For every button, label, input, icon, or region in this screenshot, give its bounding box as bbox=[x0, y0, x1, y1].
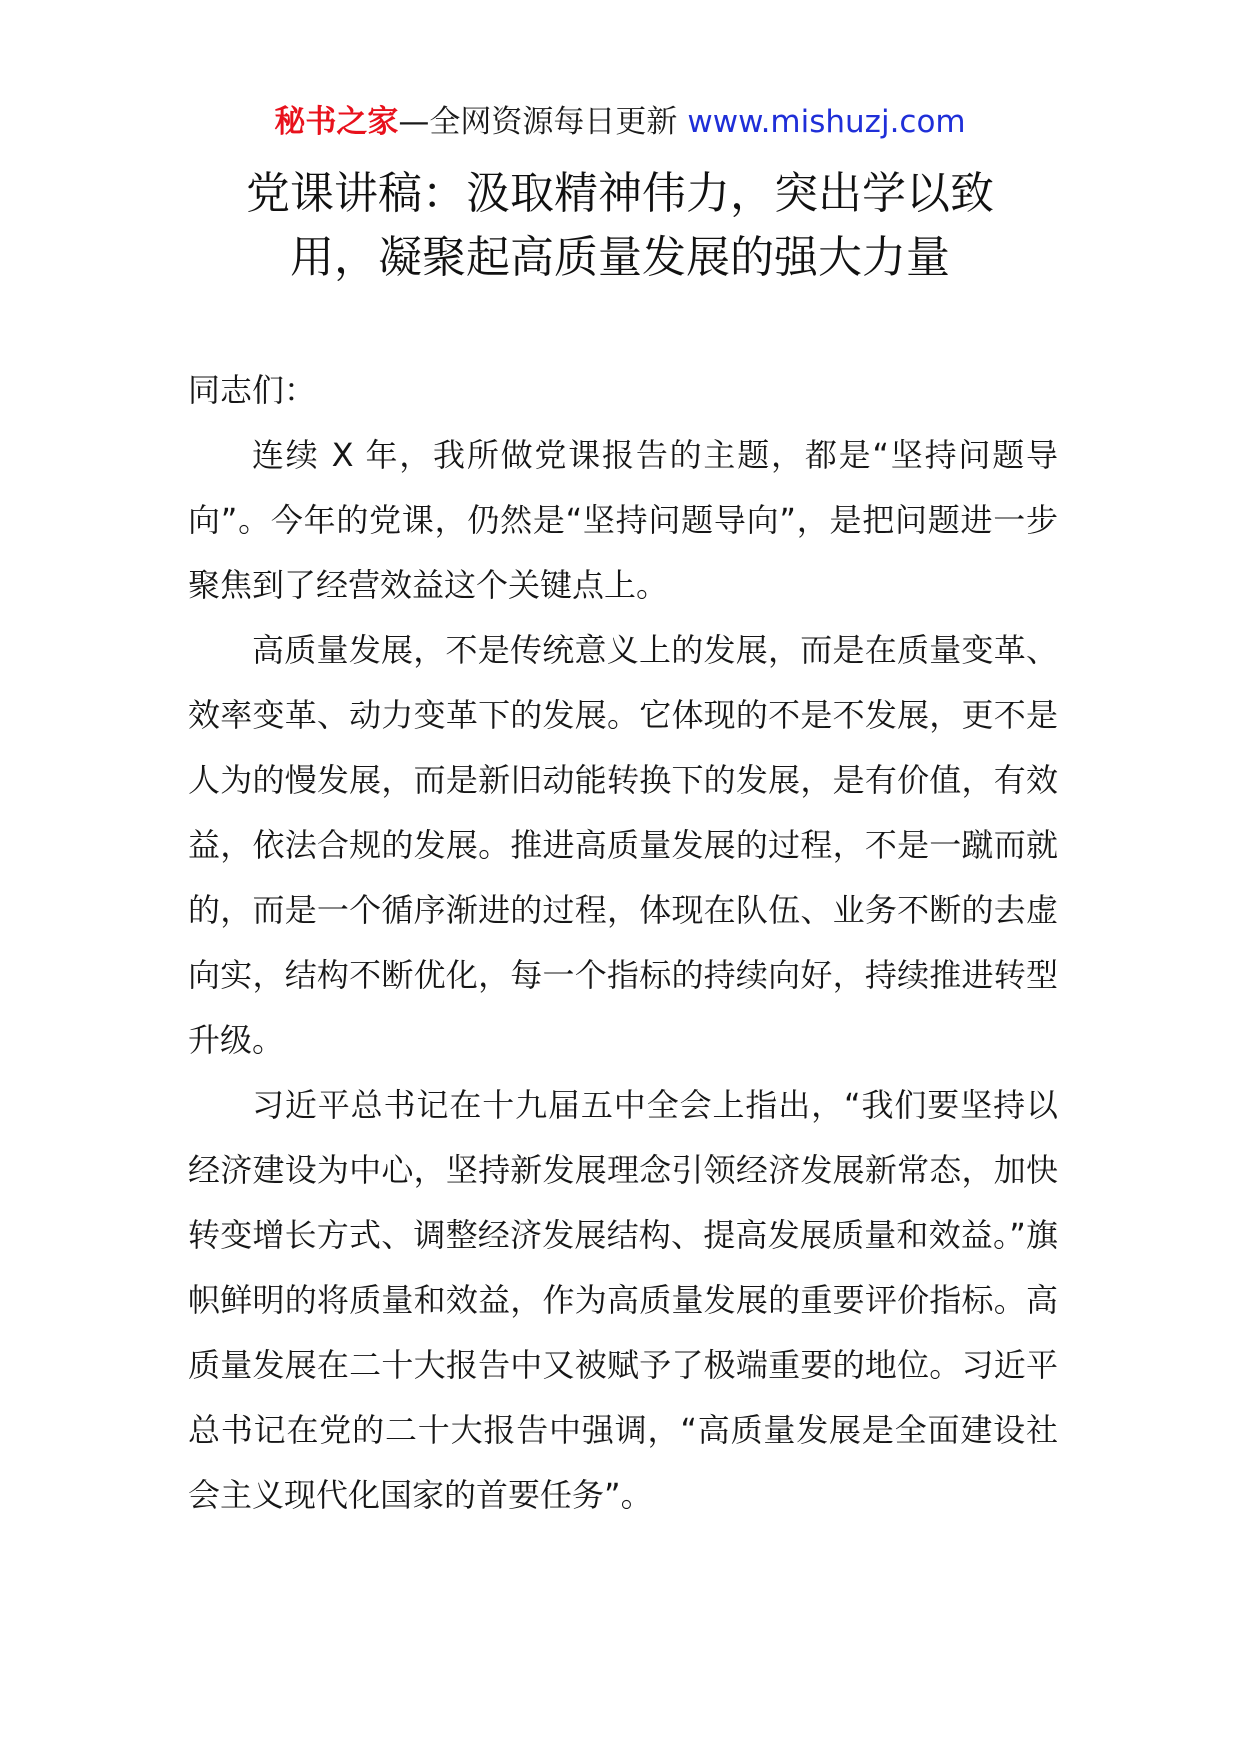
title-line-1: 党课讲稿：汲取精神伟力，突出学以致 bbox=[246, 168, 994, 219]
salutation: 同志们： bbox=[188, 371, 317, 409]
document-title bbox=[200, 162, 1040, 290]
title-line-2: 用，凝聚起高质量发展的强大力量 bbox=[290, 232, 950, 283]
site-header bbox=[0, 100, 1240, 144]
body-paragraph-2: 高质量发展，不是传统意义上的发展，而是在质量变革、效率变革、动力变革下的发展。它体现的不是不发展，更不是人为的慢发展，而是新旧动能转换下的发展，是有价值，有效益，依法合规的发展。推进高质量发展的过程，不是一蹴而就的，而是一个循序渐进的过程，体现在队伍、业务不断的去虚向实，结构不断优化，每一个指标的持续向好，持续推进转型升级。 bbox=[188, 631, 1058, 1059]
body-paragraph-3: 习近平总书记在十九届五中全会上指出，“我们要坚持以经济建设为中心，坚持新发展理念引领经济发展新常态，加快转变增长方式、调整经济发展结构、提高发展质量和效益。”旗帜鲜明的将质量和效益，作为高质量发展的重要评价指标。高质量发展在二十大报告中又被赋予了极端重要的地位。习近平总书记在党的二十大报告中强调，“高质量发展是全面建设社会主义现代化国家的首要任务”。 bbox=[188, 1086, 1058, 1514]
document-body bbox=[188, 358, 1058, 1528]
site-brand: 秘书之家 bbox=[274, 104, 399, 140]
site-url-link[interactable]: www.mishuzj.com bbox=[687, 104, 966, 140]
site-tagline: —全网资源每日更新 bbox=[398, 104, 678, 140]
body-paragraph-1: 连续 X 年，我所做党课报告的主题，都是“坚持问题导向”。今年的党课，仍然是“坚持问题导向”，是把问题进一步聚焦到了经营效益这个关键点上。 bbox=[188, 436, 1058, 604]
